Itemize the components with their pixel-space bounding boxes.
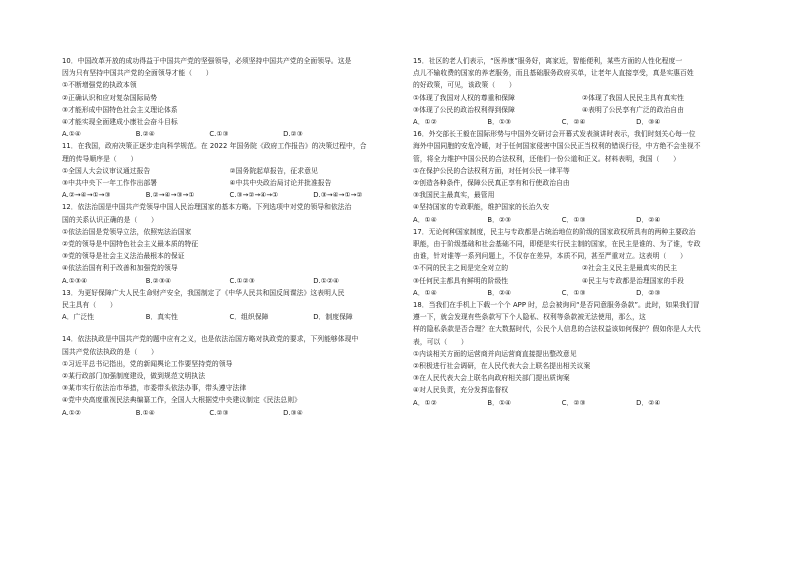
question-stem: 12．依法治国是中国共产党领导中国人民治理国家的基本方略。下列选项中对党的领导和依法治: [62, 203, 352, 212]
answer-d: D.③→④→①→②: [313, 191, 363, 200]
option-row: [413, 262, 751, 274]
option-item: ①不同的民主之间是完全对立的: [413, 264, 509, 273]
answer-b: B.②→④→③→①: [145, 191, 195, 200]
question-stem: 14．依法执政是中国共产党的题中应有之义，也是依法治国方略对执政党的要求，下列能够体现中: [62, 335, 359, 344]
question-13: [62, 287, 397, 324]
option-item: ④民主与专政都是治理国家的手段: [582, 276, 684, 285]
question-12: [62, 201, 397, 286]
answer-c: C．②③: [561, 398, 586, 407]
answer-choices: [62, 189, 397, 201]
option-item: ③体现了公民的政治权利得到保障: [413, 105, 515, 114]
question-16: [413, 128, 751, 226]
left-column: [62, 55, 397, 419]
question-stem: 16．外交部长王毅在国际形势与中国外交研讨会开幕式发表演讲时表示，我们时刻关心每一位: [413, 130, 696, 139]
question-stem: 管，将全力维护中国公民的合法权利，还他们一份公道和正义。材料表明，我国（ ）: [413, 154, 681, 163]
answer-a: A.①③④: [62, 276, 88, 285]
option-item: ②党的领导是中国特色社会主义最本质的特征: [62, 240, 199, 249]
question-stem: 由谁，针对谁等一系列问题上，不仅存在差异，本质不同，甚至严重对立。这表明（ ）: [413, 252, 687, 261]
answer-b: B．②③: [487, 215, 512, 224]
answer-b: B．①③: [487, 118, 512, 127]
option-item: ④中共中央政治局讨论并批准报告: [229, 179, 332, 188]
option-item: ①习近平总书记指出，党的新闻舆论工作要坚持党的领导: [62, 359, 233, 368]
question-stem: 的好政策，可见，该政策（ ）: [413, 81, 516, 90]
option-row: [413, 104, 751, 116]
option-row: [62, 165, 397, 177]
option-item: ①全国人大会议审议通过报告: [62, 166, 151, 175]
answer-b: B.②③④: [145, 276, 172, 285]
option-item: ③某市实行依法治市举措，市委带头依法办事，带头遵守法律: [62, 384, 247, 393]
question-18: [413, 299, 751, 409]
option-item: ②某行政部门加强制度建设，做到规范文明执法: [62, 372, 206, 381]
option-item: ④依法治国有利于改善和加强党的领导: [62, 264, 178, 273]
question-17: [413, 226, 751, 299]
question-10: [62, 55, 397, 140]
answer-b: B．真实性: [145, 313, 178, 322]
question-stem: 11．在我国，政府决策正逐步走向科学规范。在 2022 年国务院《政府工作报告》的决策过程中，合: [62, 142, 367, 151]
question-stem: 18．当我们在手机上下载一个个 APP 时，总会被询问“是否同意服务条款”。此时，如果我们冒: [413, 301, 700, 310]
answer-a: A．①②: [413, 398, 437, 407]
option-item: ①不断增强党的执政本领: [62, 81, 137, 90]
option-item: ①在保护公民的合法权利方面，对任何公民一律平等: [413, 166, 570, 175]
answer-a: A．①④: [413, 215, 437, 224]
question-14: [62, 333, 397, 418]
option-item: ③在人民代表大会上联名向政府相关部门提出质询案: [413, 374, 570, 383]
question-stem: 样的隐私条款是否合理？在大数据时代，公民个人信息的合法权益该如何保护？假如你是人大代: [413, 325, 701, 334]
question-stem: 国的关系认识正确的是（ ）: [62, 215, 158, 224]
answer-a: A．广泛性: [62, 313, 95, 322]
answer-b: B.①④: [135, 408, 155, 417]
question-stem: 点儿不输收费的国家的养老服务，而且基础服务政府买单，让老年人直接享受，真是实惠百姓: [413, 69, 694, 78]
option-row: [62, 177, 397, 189]
question-stem: 因为只有坚持中国共产党的全面领导才能（ ）: [62, 69, 213, 78]
answer-c: C.①②③: [229, 276, 255, 285]
answer-choices: [413, 214, 751, 226]
answer-a: A．①④: [413, 288, 437, 297]
question-stem: 表，可以（ ）: [413, 337, 468, 346]
question-stem: 17．无论何种国家制度，民主与专政都是占统治地位的阶级的国家政权所具有的两种主要政治: [413, 227, 696, 236]
answer-c: C．组织保障: [229, 313, 269, 322]
answer-d: D．③④: [636, 118, 661, 127]
option-row: [413, 92, 751, 104]
option-item: ②国务院起草报告，征求意见: [229, 166, 318, 175]
option-item: ③中共中央下一年工作作出部署: [62, 179, 158, 188]
option-item: ②正确认识和应对复杂国际局势: [62, 93, 158, 102]
question-stem: 遵一下，就会发现有些条款写下个人隐私、权利等条款被无法使用，那么，这: [413, 313, 646, 322]
answer-b: B．②④: [487, 288, 512, 297]
question-stem: 13．为更好保障广大人民生命财产安全，我国制定了《中华人民共和国反间谍法》这表明人民: [62, 288, 345, 297]
answer-d: D.③④: [283, 408, 303, 417]
answer-d: D．②③: [636, 288, 661, 297]
option-item: ③党的领导是社会主义法治最根本的保证: [62, 252, 185, 261]
question-stem: 10．中国改革开放的成功得益于中国共产党的坚强领导，必须坚持中国共产党的全面领导。这是: [62, 57, 352, 65]
answer-a: A．①②: [413, 118, 437, 127]
answer-c: C.②③: [209, 408, 229, 417]
answer-choices: [413, 287, 751, 299]
answer-d: D.①②④: [313, 276, 340, 285]
option-item: ③任何民主都具有鲜明的阶级性: [413, 276, 509, 285]
answer-d: D．②④: [636, 215, 661, 224]
answer-choices: [62, 311, 397, 323]
question-stem: 国共产党依法执政的是（ ）: [62, 347, 158, 356]
option-item: ②积极进行社会调研，在人民代表大会上联名提出相关议案: [413, 362, 591, 371]
option-item: ①内谈相关方面的运营商并向运营商直接提出整改意见: [413, 349, 577, 358]
answer-choices: [413, 397, 751, 409]
option-row: [413, 275, 751, 287]
option-item: ④坚持国家的专政职能，维护国家的长治久安: [413, 203, 550, 212]
option-item: ①体现了我国对人权的尊重和保障: [413, 93, 515, 102]
answer-b: B.②④: [135, 130, 155, 139]
option-item: ④才能实现全面建成小康社会奋斗目标: [62, 118, 178, 127]
answer-c: C.③→②→④→①: [229, 191, 279, 200]
answer-c: C.①③: [209, 130, 229, 139]
answer-c: C．②④: [561, 118, 586, 127]
answer-a: A.①④: [62, 130, 82, 139]
right-column: [413, 55, 751, 409]
question-11: [62, 140, 397, 201]
question-stem: 民主具有（ ）: [62, 301, 117, 310]
answer-b: B．①④: [487, 398, 512, 407]
option-item: ④对人民负责，充分发挥监督权: [413, 386, 509, 395]
option-item: ④党中央高度重视民法典编纂工作，全国人大根据党中央建议制定《民法总则》: [62, 396, 301, 405]
question-stem: 海外中国同胞的安危冷暖，对于任何国家侵害中国公民正当权利的错误行径，中方绝不会坐视不: [413, 142, 701, 151]
answer-choices: [62, 275, 397, 287]
answer-c: C．①③: [561, 215, 586, 224]
answer-choices: [62, 128, 397, 140]
question-stem: 15．社区的老人们表示，“医养康”服务好，离家近，智能便利，某些方面的人性化程度一: [413, 57, 683, 65]
answer-choices: [413, 116, 751, 128]
answer-choices: [62, 407, 397, 419]
answer-a: A.①②: [62, 408, 82, 417]
answer-a: A.②→④→①→③: [62, 191, 111, 200]
question-15: [413, 55, 751, 128]
option-item: ④表明了公民享有广泛的政治自由: [582, 105, 684, 114]
option-item: ②社会主义民主是最真实的民主: [582, 264, 678, 273]
answer-d: D．制度保障: [313, 313, 353, 322]
question-stem: 职能，由于阶级基础和社会基础不同，即便是实行民主制的国家，在民主是谁的、为了谁，专政: [413, 240, 701, 249]
option-item: ②体现了我国人民民主具有真实性: [582, 93, 684, 102]
option-item: ②创造各种条件，保障公民真正享有和行使政治自由: [413, 179, 570, 188]
answer-c: C．①③: [561, 288, 586, 297]
option-item: ③我国民主最真实，最管用: [413, 191, 495, 200]
question-stem: 理的传导顺序是（ ）: [62, 154, 138, 163]
option-item: ③才能形成中国特色社会主义理论体系: [62, 105, 178, 114]
answer-d: D.②③: [283, 130, 303, 139]
answer-d: D．②④: [636, 398, 661, 407]
option-item: ①依法治国是党领导立法，依照宪法治国家: [62, 227, 192, 236]
